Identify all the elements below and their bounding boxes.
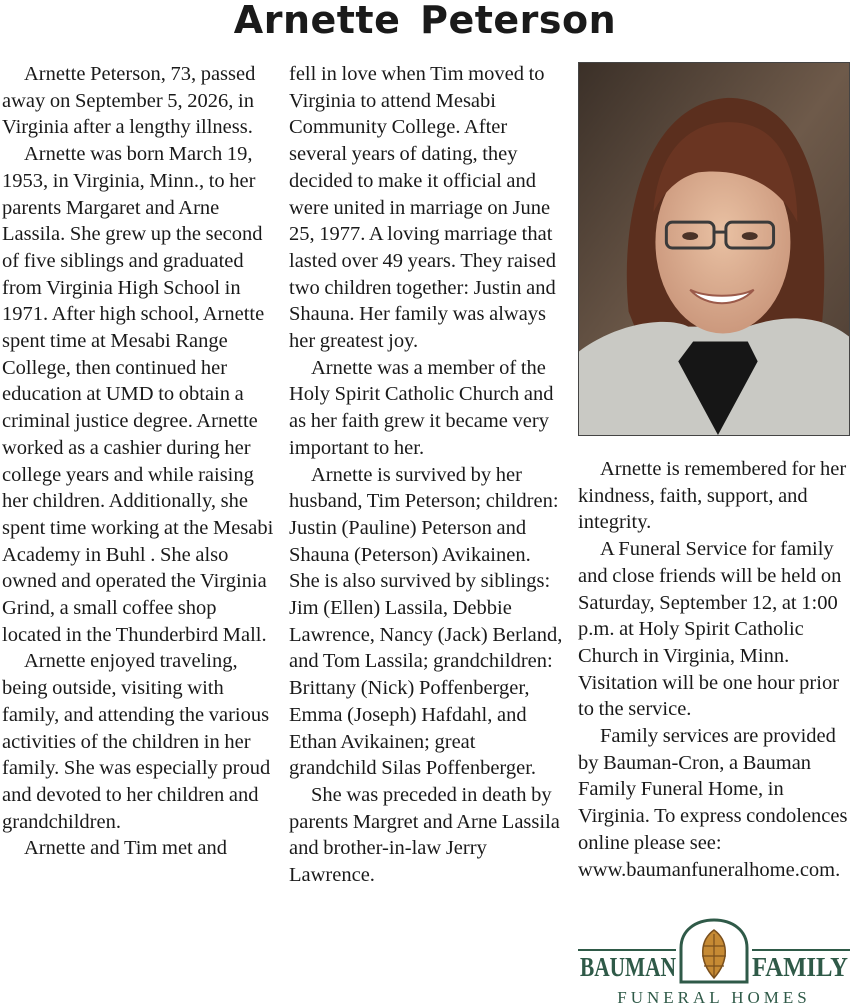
obituary-title: Arnette Peterson	[233, 0, 617, 42]
text-column-3	[578, 456, 850, 883]
paragraph-remembered: Arnette is remembered for her kindness, faith, support, and integrity.	[578, 458, 847, 534]
paragraph-early-life: Arnette was born March 19, 1953, in Virginia, Minn., to her parents Margaret and Arne Lassila. She grew up the second of five siblings and graduated from Virginia High School in 1971. After high school, Arnette spent time at Mesabi Range College, then continued her education at UMD to obtain a criminal justice degree. Arnette worked as a cashier during her college years and while raising her children. Additionally, she spent time working at the Mesabi Academy in Buhl . She also owned and operated the Virginia Grind, a small coffee shop located in the Thunderbird Mall.	[2, 143, 274, 646]
paragraph-interests: Arnette enjoyed traveling, being outside, visiting with family, and attending the various activities of the children in her family. She was especially proud and devoted to her children and grandchildren.	[2, 650, 271, 833]
paragraph-preceded: She was preceded in death by parents Margret and Arne Lassila and brother-in-law Jerry Lawrence.	[289, 783, 560, 887]
paragraph-survivors: Arnette is survived by her husband, Tim Peterson; children: Justin (Pauline) Peterson and Shauna (Peterson) Avikainen. She is also survived by siblings: Jim (Ellen) Lassila, Debbie Lawrence, Nancy (Jack) Berland, and Tom Lassila; grandchildren: Brittany (Nick) Poffenberger, Emma (Joseph) Hafdahl, and Ethan Avikainen; great grandchild Silas Poffenberger.	[289, 463, 563, 780]
paragraph-funeral-home: Family services are provided by Bauman-Cron, a Bauman Family Funeral Home, in Virginia. To express condolences online please see: www.baumanfuneralhome.com.	[578, 725, 848, 881]
paragraph-faith: Arnette was a member of the Holy Spirit Catholic Church and as her faith grew it became very important to her.	[289, 356, 554, 459]
logo-tagline: FUNERAL HOMES	[617, 988, 811, 1005]
portrait-photo	[578, 62, 850, 436]
portrait-illustration	[579, 63, 849, 435]
logo-word-right: FAMILY	[752, 952, 848, 982]
logo-graphic	[578, 916, 850, 1005]
paragraph-death-notice: Arnette Peterson, 73, passed away on September 5, 2026, in Virginia after a lengthy illness.	[2, 63, 256, 139]
paragraph-marriage-continued: fell in love when Tim moved to Virginia to attend Mesabi Community College. After several years of dating, they decided to make it official and were united in marriage on June 25, 1977. A loving marriage that lasted over 49 years. They raised two children together: Justin and Shauna. Her family was always her greatest joy.	[289, 63, 556, 353]
text-column-1	[2, 61, 274, 862]
funeral-home-logo	[578, 916, 850, 1005]
logo-word-left: BAUMAN	[580, 952, 677, 982]
text-column-2	[289, 61, 563, 889]
paragraph-service-details: A Funeral Service for family and close friends will be held on Saturday, September 12, at 1:00 p.m. at Holy Spirit Catholic Church in Virginia, Minn. Visitation will be one hour prior to the service.	[578, 538, 842, 721]
paragraph-marriage-start: Arnette and Tim met and	[24, 837, 227, 860]
